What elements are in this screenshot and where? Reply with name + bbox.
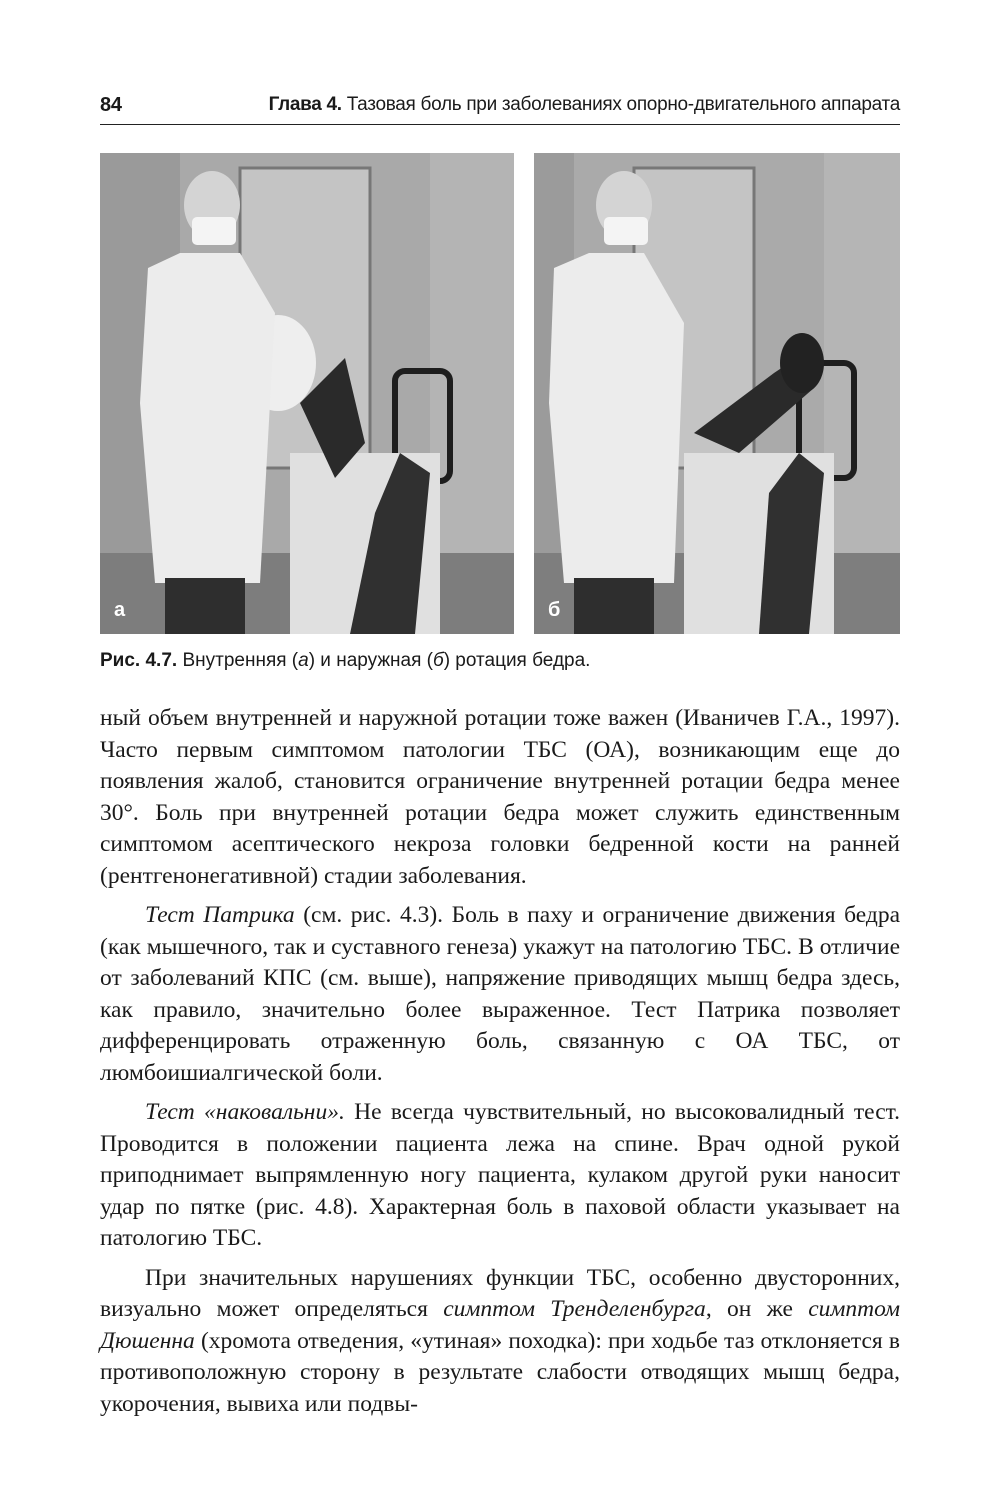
body-text (100, 703, 900, 1420)
caption-text-1: Внутренняя ( (182, 650, 299, 671)
paragraph-3-text: Не всегда чувствительный, но высоковалидный тест. Проводится в положении пациента лежа на спине. Врач одной рукой приподнимает выпрямленную ногу пациента, кулаком другой руки наносит удар по пятке (рис. 4.8). Характерная боль в паховой области указывает на патологию ТБС. (100, 1099, 900, 1251)
chapter-title: Тазовая боль при заболеваниях опорно-двигательного аппарата (346, 94, 900, 115)
paragraph-2-text: (см. рис. 4.3). Боль в паху и ограничение движения бедра (как мышечного, так и суставного генеза) укажут на патологию ТБС. В отличие от заболеваний КПС (см. выше), напряжение приводящих мышц бедра здесь, как правило, значительно более выраженное. Тест Патрика позволяет дифференцировать отраженную боль, связанную с ОА ТБС, от люмбоишиалгической боли. (100, 902, 901, 1086)
running-title (269, 94, 900, 116)
paragraph-4 (100, 1263, 900, 1421)
caption-label: Рис. 4.7. (100, 650, 178, 671)
caption-text-3: ) ротация бедра. (443, 650, 591, 671)
paragraph-4-text-a: При значительных нарушениях функции ТБС, особенно двусторонних, визуально может определяться (100, 1264, 900, 1322)
anvil-test-term: Тест «наковальни». (145, 1099, 345, 1125)
panel-label-a: а (114, 599, 126, 621)
figure-caption (100, 650, 900, 672)
photo-a-illustration (100, 153, 514, 634)
duchenne-term: симптом Дюшенна (100, 1296, 901, 1354)
paragraph-2 (100, 900, 900, 1089)
trendelenburg-term: симптом Тренделенбурга (443, 1296, 706, 1322)
caption-text-2: ) и наружная ( (308, 650, 433, 671)
paragraph-4-text-b: , он же (705, 1296, 809, 1322)
running-header (100, 90, 900, 125)
photo-b-illustration (534, 153, 900, 634)
caption-a: а (298, 650, 309, 671)
paragraph-1: ный объем внутренней и наружной ротации тоже важен (Иваничев Г.А., 1997). Часто первым симптомом патологии ТБС (ОА), возникающим еще до появления жалоб, становится ограничение внутренней ротации бедра менее 30°. Боль при внутренней ротации бедра может служить единственным симптомом асептического некроза головки бедренной кости на ранней (рентгенонегативной) стадии заболевания. (100, 705, 900, 889)
chapter-label: Глава 4. (268, 94, 342, 115)
paragraph-3 (100, 1097, 900, 1255)
paragraph-4-text-c: (хромота отведения, «утиная» походка): при ходьбе таз отклоняется в противоположную сторону в результате слабости отводящих мышц бедра, укорочения, вывиха или подвы- (100, 1327, 900, 1417)
figure-photo-b (534, 153, 900, 634)
page-number: 84 (100, 94, 122, 116)
panel-label-b: б (548, 599, 561, 621)
figure-photo-a (100, 153, 514, 634)
patrick-test-term: Тест Патрика (145, 902, 295, 928)
caption-b: б (433, 650, 444, 671)
